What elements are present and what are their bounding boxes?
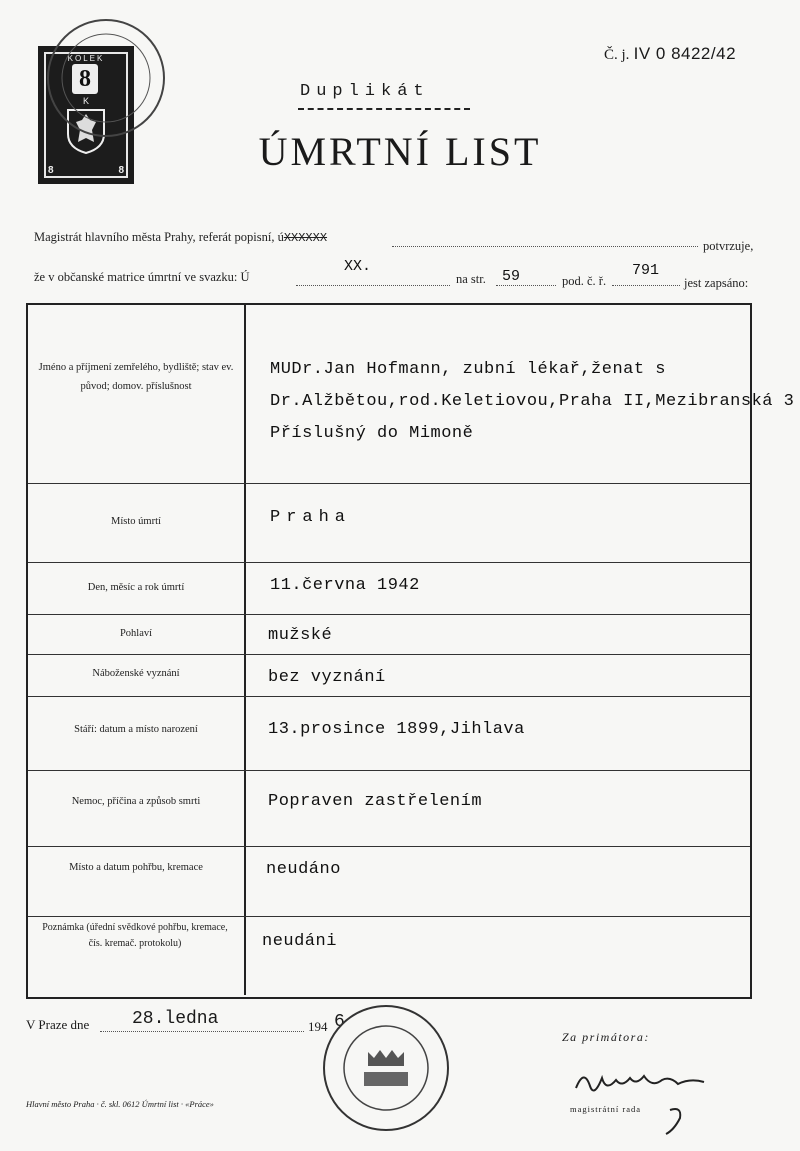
official-seal-top: [44, 16, 168, 140]
row-divider: [28, 696, 750, 697]
stamp-kolek-text: KOLEK: [67, 54, 105, 63]
row-label-note: Poznámka (úřední svědkové pohřbu, kremace, čís. kremač. protokolu): [42, 922, 228, 949]
page-value: 59: [502, 268, 521, 285]
number-value: 791: [632, 262, 660, 279]
row-label-religion: Náboženské vyznání: [92, 668, 180, 679]
struck-text: XXXXXX: [283, 231, 328, 245]
row-value-place-of-death: Praha: [270, 508, 352, 527]
row-value-sex: mužské: [268, 626, 333, 645]
row-divider: [28, 916, 750, 917]
reference-value: IV 0 8422/42: [633, 44, 737, 63]
volume-value: XX.: [344, 258, 372, 275]
row-value-birth: 13.prosince 1899,Jihlava: [268, 720, 525, 739]
signatory-title: magistrátní rada: [570, 1104, 641, 1114]
row-label-sex: Pohlaví: [119, 628, 153, 639]
stamp-value: 8: [72, 64, 98, 94]
row-divider: [28, 770, 750, 771]
stamp-corner-value: 8: [48, 165, 54, 176]
row-label-date-of-death: Den, měsíc a rok úmrtí: [87, 582, 185, 593]
dotted-fill: [612, 285, 680, 286]
preamble-line1-text: Magistrát hlavního města Prahy, referát popisní, ú: [34, 230, 284, 244]
row-value-religion: bez vyznání: [268, 668, 386, 687]
stamp-corner-value: 8: [118, 165, 124, 176]
row-value-date-of-death: 11.června 1942: [270, 576, 420, 595]
preamble-line1-end: potvrzuje,: [703, 239, 754, 253]
year-prefix: 194: [308, 1019, 328, 1034]
duplicate-underline: [298, 108, 470, 110]
document-title: ÚMRTNÍ LIST: [258, 129, 542, 174]
row-label-place-of-death: Místo úmrtí: [111, 516, 161, 527]
row-value-cause-of-death: Popraven zastřelením: [268, 792, 483, 811]
column-divider: [244, 303, 246, 995]
form-footer: Hlavní město Praha · č. skl. 0612 Úmrtní list · «Práce»: [26, 1099, 214, 1109]
row-divider: [28, 654, 750, 655]
official-seal-bottom: [318, 1000, 454, 1136]
dotted-fill: [100, 1031, 304, 1032]
preamble-line2-text: že v občanské matrice úmrtní ve svazku: Ú: [34, 270, 250, 284]
row-label-deceased: Jméno a příjmení zemřelého, bydliště; stav ev. původ; domov. příslušnost: [38, 362, 234, 392]
reference-prefix: Č. j.: [604, 47, 630, 63]
row-value-burial: neudáno: [266, 860, 341, 879]
row-divider: [28, 614, 750, 615]
row-divider: [28, 846, 750, 847]
number-label: pod. č. ř.: [562, 274, 607, 288]
issue-date: 28.ledna: [132, 1009, 219, 1029]
row-divider: [28, 562, 750, 563]
duplicate-label: Duplikát: [300, 82, 430, 101]
dotted-fill: [392, 246, 698, 247]
row-label-birth: Stáří: datum a místo narození: [74, 724, 198, 735]
reference-number: [604, 44, 736, 64]
row-value-deceased-line3: Příslušný do Mimoně: [270, 424, 474, 443]
signatory-label: Za primátora:: [562, 1030, 650, 1044]
row-value-note: neudáni: [262, 932, 337, 951]
preamble-line1: [34, 230, 327, 245]
stamp-currency: K: [82, 96, 89, 106]
page-label: na str.: [456, 272, 486, 286]
row-label-burial: Místo a datum pohřbu, kremace: [69, 862, 203, 873]
row-divider: [28, 483, 750, 484]
place-label: V Praze dne: [26, 1017, 90, 1032]
preamble-line2-end: jest zapsáno:: [684, 276, 749, 290]
dotted-fill: [296, 285, 450, 286]
row-label-cause-of-death: Nemoc, příčina a způsob smrti: [71, 796, 201, 807]
dotted-fill: [496, 285, 556, 286]
row-value-deceased-line2: Dr.Alžbětou,rod.Keletiovou,Praha II,Mezibranská 3: [270, 392, 795, 411]
year-suffix: 6: [334, 1012, 345, 1032]
signature: [570, 1048, 720, 1138]
row-value-deceased-line1: MUDr.Jan Hofmann, zubní lékař,ženat s: [270, 360, 666, 379]
